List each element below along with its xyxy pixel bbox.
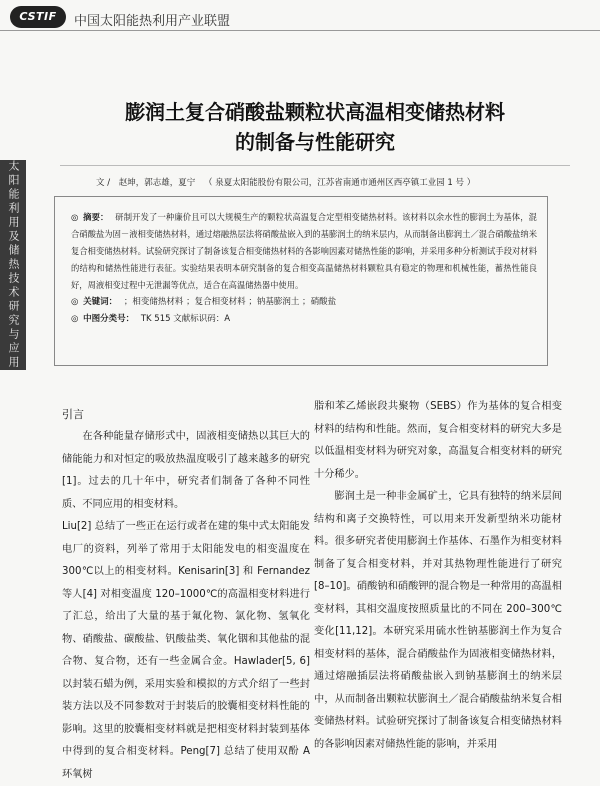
abstract-box — [54, 196, 548, 366]
keyword-item: ； 硝酸盐 — [302, 297, 336, 307]
keyword-item: ； 钠基膨润土 — [248, 297, 299, 307]
organization-name: 中国太阳能热利用产业联盟 — [74, 14, 231, 29]
abstract-paragraph — [71, 209, 537, 294]
author-affiliation: （ 泉夏太阳能股份有限公司，江苏省南通市通州区西亭镇工业园 1 号 ） — [204, 178, 476, 188]
keywords-label: 关键词： — [83, 297, 118, 307]
author-names: 赵坤，郭志雄，夏宁 — [118, 178, 196, 188]
classification-line — [71, 311, 537, 328]
side-section-tab: 太阳能利用及储热技术研究与应用 — [0, 160, 26, 370]
body-column-left — [62, 406, 310, 786]
keyword-item: ； 相变储热材料 — [124, 297, 184, 307]
abstract-label: 摘要： — [83, 212, 109, 222]
keyword-item: ； 复合相变材料 — [186, 297, 246, 307]
body-column-right — [314, 396, 562, 756]
classification-value: TK 515 文献标识码：A — [140, 314, 231, 324]
bullet-icon: ◎ — [71, 314, 79, 324]
body-paragraph: 脂和苯乙烯嵌段共聚物（SEBS）作为基体的复合相变材料的结构和性能。然而，复合相变材料的研究大多是以低温相变材料为研究对象，高温复合相变材料的研究十分稀少。 — [314, 401, 562, 480]
abstract-text: 研制开发了一种廉价且可以大规模生产的颗粒状高温复合定型相变储热材料。该材料以余水性的膨润土为基体，混合硝酸盐为固－液相变储热材料，通过熔融热层法将硝酸盐嵌入到的基膨润土的纳米层内，从而制备出膨润土／混合硝酸盐纳米复合相变储热材料。试验研究探讨了制备该复合相变储热材料的各影响因素对储热性能的影响，并采用多种分析测试手段对材料的结构和储热性能进行表征。实验结果表明本研究制备的复合相变高温储热材料颗粒具有稳定的物理和机械性能，蓄热性能良好，周液相变过程中无泄漏等优点，适合在高温储热器中使用。 — [71, 212, 537, 290]
bullet-icon: ◎ — [71, 297, 79, 307]
article-title-line2: 的制备与性能研究 — [235, 130, 395, 154]
bullet-icon: ◎ — [71, 212, 79, 222]
body-paragraph: 在各种能量存储形式中，固液相变储热以其巨大的储能能力和对恒定的吸放热温度吸引了越来越多的研究[1]。过去的几十年中，研究者们制备了各种不同性质、不同应用的相变材料。 — [62, 431, 310, 510]
title-divider — [60, 165, 570, 166]
author-line — [96, 176, 475, 188]
header-divider — [0, 30, 600, 31]
page-header — [0, 0, 600, 34]
body-paragraph: 膨润土是一种非金属矿土，它具有独特的纳米层间结构和离子交换特性，可以用来开发新型纳米功能材料。很多研究者使用膨润土作基体、石墨作为相变材料制备了复合相变材料，并对其热物理性能进行了研究[8–10]。硝酸钠和硝酸钾的混合物是一种常用的高温相变材料，其相交温度按照质量比的不同在 200–300℃变化[11,12]。本研究采用硫水性钠基膨润土作为复合相变材料的基体，混合硝酸盐作为固液相变储热材料，通过熔融插层法将硝酸盐嵌入到钠基膨润土的纳米层中，从而制备出颗粒状膨润土／混合硝酸盐纳米复合相变储热材料。试验研究探讨了制备该复合相变储热材料的各影响因素对储热性能的影响，并采用 — [314, 491, 562, 750]
article-title-line1: 膨润土复合硝酸盐颗粒状高温相变储热材料 — [125, 100, 505, 124]
keywords-line — [71, 294, 537, 311]
journal-logo: CSTIF — [10, 6, 66, 28]
classification-label: 中图分类号： — [83, 314, 135, 324]
author-prefix: 文 / — [96, 178, 111, 188]
section-heading-intro: 引言 — [62, 408, 84, 421]
body-paragraph: Liu[2] 总结了一些正在运行或者在建的集中式太阳能发电厂的资料，列举了常用于太阳能发电的相变温度在 300℃以上的相变材料。Kenisarin[3] 和 Fernandez 等人[4] 对相变温度 120–1000℃的高温相变材料进行了汇总，给出了大量的基于氟化物、氯化物、氢氧化物、硝酸盐、碳酸盐、钒酸盐类、氧化铟和其他盐的混合物、复合物，还有一些金属合金。Hawlader[5, 6] 以封装石蜡为例，采用实验和模拟的方式介绍了一些封装方法以及不同参数对于封装后的胶囊相变材料性能的影响。这里的胶囊相变材料就是把相变材料封装到基体中得到的复合相变材料。Peng[7] 总结了使用双酚 A 环氧树 — [62, 521, 310, 780]
